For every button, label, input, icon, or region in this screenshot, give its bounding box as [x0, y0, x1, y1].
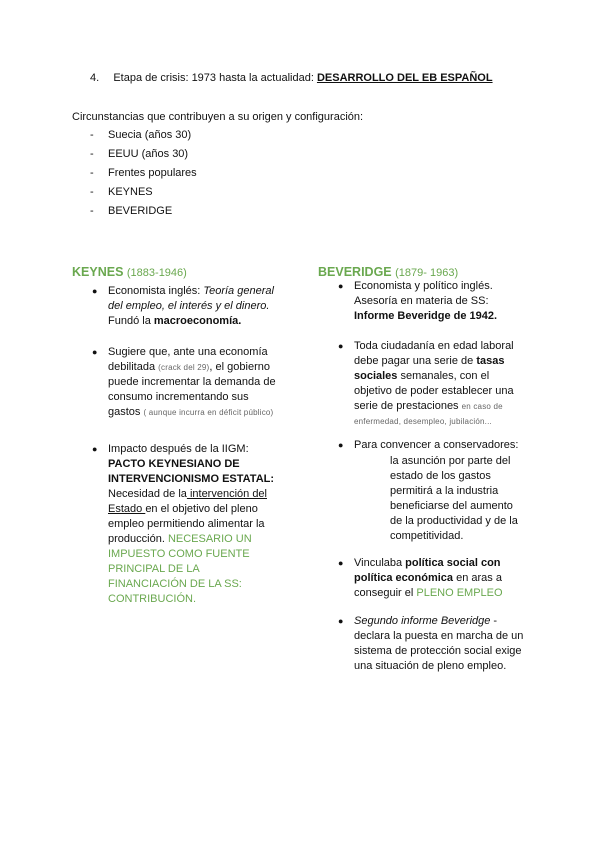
list-item: Suecia (años 30): [108, 129, 192, 141]
beveridge-bullet-3-indent: la asunción por parte del estado de los gastos permitirá a la industria beneficiarse del aumento de la productividad y de la competitividad.: [390, 455, 518, 542]
text-run: - declara la puesta en marcha de un sistema de protección social exige una situación de pleno empleo.: [354, 615, 524, 672]
keynes-heading: [72, 264, 187, 281]
list-item: Frentes populares: [108, 167, 197, 179]
small-note: en caso de enfermedad, desempleo, jubilación...: [354, 402, 503, 426]
beveridge-bullet-3: [354, 438, 524, 453]
bullet-dot: ●: [92, 444, 98, 454]
text-run: en aras a conseguir el: [354, 572, 502, 599]
beveridge-years: (1879- 1963): [395, 267, 459, 279]
beveridge-bullet-4: [354, 556, 524, 601]
list-item: EEUU (años 30): [108, 148, 189, 160]
beveridge-bullet-1: [354, 279, 524, 324]
keynes-name: KEYNES: [72, 265, 124, 279]
bold-term: PACTO KEYNESIANO DE INTERVENCIONISMO ESTATAL:: [108, 458, 275, 485]
bold-term: Informe Beveridge de 1942.: [354, 310, 498, 322]
highlight-text: PLENO EMPLEO: [416, 587, 503, 599]
bullet-dot: ●: [338, 440, 344, 450]
keynes-bullet-3: [108, 442, 280, 607]
text-run: , el gobierno puede incrementar la demanda de consumo incrementando sus gastos: [108, 361, 276, 418]
text-run: Vinculaba: [354, 557, 406, 569]
text-run: Necesidad de la: [108, 488, 187, 500]
small-note: (crack del 29): [158, 363, 210, 372]
text-run: Sugiere que, ante una economía debilitada: [108, 346, 268, 373]
text-run: Fundó la: [108, 315, 154, 327]
bullet-dot: ●: [92, 347, 98, 357]
dash-marker: -: [90, 205, 94, 217]
small-note: ( aunque incurra en déficit público): [143, 408, 274, 417]
list-item: BEVERIDGE: [108, 205, 173, 217]
dash-marker: -: [90, 186, 94, 198]
item-emphasis: DESARROLLO DEL EB ESPAÑOL: [316, 72, 493, 84]
list-item: KEYNES: [108, 186, 153, 198]
text-run: Economista inglés:: [108, 285, 204, 297]
text-run: Economista y político inglés. Asesoría en materia de SS:: [354, 280, 493, 307]
bold-term: política social con política económica: [354, 557, 501, 584]
dash-marker: -: [90, 148, 94, 160]
bullet-dot: ●: [338, 281, 344, 291]
text-run: Toda ciudadanía en edad laboral debe pagar una serie de: [354, 340, 514, 367]
keynes-bullet-1: [108, 284, 280, 329]
circumstances-intro: Circunstancias que contribuyen a su origen y configuración:: [72, 111, 364, 123]
text-run: Impacto después de la IIGM:: [108, 443, 249, 455]
bold-term: macroeconomía.: [153, 315, 242, 327]
item-number: 4.: [90, 72, 100, 84]
dash-marker: -: [90, 129, 94, 141]
bullet-dot: ●: [338, 341, 344, 351]
italic-term: Segundo informe Beveridge: [354, 615, 491, 627]
text-run: Para convencer a conservadores:: [354, 439, 519, 451]
underlined-term: intervención del Estado: [108, 488, 267, 515]
beveridge-name: BEVERIDGE: [318, 265, 392, 279]
text-run: en el objetivo del pleno empleo permitiendo alimentar la producción.: [108, 503, 265, 545]
keynes-bullet-2: [108, 345, 280, 420]
bullet-dot: ●: [338, 558, 344, 568]
book-title: Teoría general del empleo, el interés y el dinero.: [108, 285, 274, 312]
bullet-dot: ●: [338, 616, 344, 626]
item-text: Etapa de crisis: 1973 hasta la actualidad:: [113, 72, 314, 84]
dash-marker: -: [90, 167, 94, 179]
bold-term: tasas sociales: [354, 355, 505, 382]
beveridge-bullet-5: [354, 614, 524, 674]
bullet-dot: ●: [92, 286, 98, 296]
numbered-item-4: [90, 71, 570, 86]
highlight-text: NECESARIO UN IMPUESTO COMO FUENTE PRINCIPAL DE LA FINANCIACIÓN DE LA SS: CONTRIBUCIÓN.: [108, 533, 252, 605]
text-run: semanales, con el objetivo de poder establecer una serie de prestaciones: [354, 370, 514, 412]
keynes-years: (1883-1946): [126, 267, 187, 279]
beveridge-bullet-2: [354, 339, 524, 429]
